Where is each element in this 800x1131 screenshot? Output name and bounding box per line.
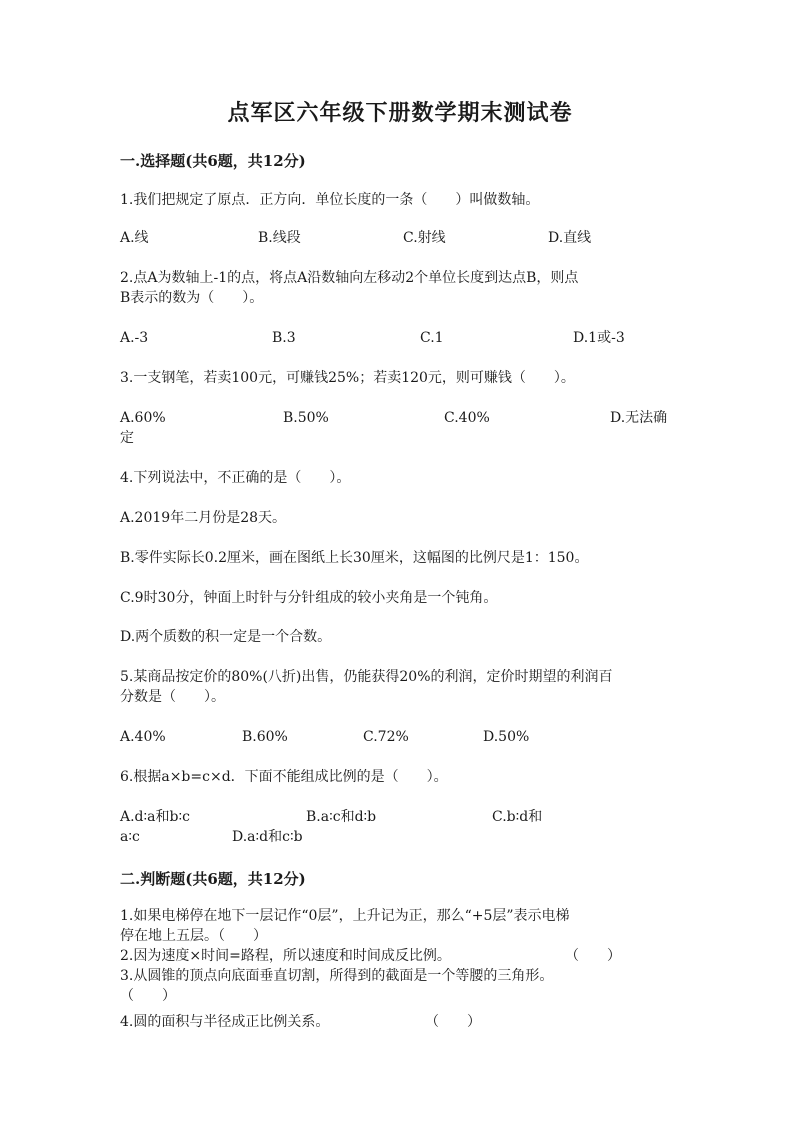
q5-option-a: A.40% — [120, 729, 166, 745]
judge-4-text: 4.圆的面积与半径成正比例关系。 — [120, 1014, 330, 1030]
q2-option-a: A.-3 — [120, 330, 149, 346]
q4-option-c: C.9时30分，钟面上时针与分针组成的较小夹角是一个钝角。 — [120, 590, 498, 606]
question-1-text: 1.我们把规定了原点．正方向．单位长度的一条（ ）叫做数轴。 — [120, 192, 540, 208]
judge-2-text: 2.因为速度×时间=路程，所以速度和时间成反比例。 — [120, 948, 451, 964]
q2-option-c: C.1 — [420, 330, 444, 346]
question-5-text-line2: 分数是（ ）。 — [120, 689, 225, 705]
judge-3-bracket: （ ） — [120, 988, 176, 1004]
q2-option-d: D.1或-3 — [573, 330, 625, 346]
q4-option-a: A.2019年二月份是28天。 — [120, 510, 287, 526]
q1-option-d: D.直线 — [548, 230, 592, 246]
q2-option-b: B.3 — [272, 330, 296, 346]
q6-option-d: D.a∶d和c∶b — [232, 829, 303, 845]
q6-option-b: B.a∶c和d∶b — [306, 809, 377, 825]
question-4-text: 4.下列说法中，不正确的是（ ）。 — [120, 470, 351, 486]
page-title: 点军区六年级下册数学期末测试卷 — [227, 100, 573, 126]
q5-option-c: C.72% — [363, 729, 409, 745]
judge-2-bracket: （ ） — [565, 948, 621, 964]
judge-3-text: 3.从圆锥的顶点向底面垂直切割，所得到的截面是一个等腰的三角形。 — [120, 968, 554, 984]
question-6-text: 6.根据a×b=c×d．下面不能组成比例的是（ ）。 — [120, 769, 448, 785]
q3-option-b: B.50% — [283, 410, 329, 426]
q1-option-a: A.线 — [120, 230, 149, 246]
question-2-text-line2: B表示的数为（ ）。 — [120, 290, 264, 306]
question-3-text: 3.一支钢笔，若卖100元，可赚钱25%；若卖120元，则可赚钱（ ）。 — [120, 370, 575, 386]
q5-option-b: B.60% — [242, 729, 288, 745]
q3-option-a: A.60% — [120, 410, 166, 426]
q6-option-a: A.d∶a和b∶c — [120, 809, 190, 825]
q5-option-d: D.50% — [483, 729, 530, 745]
q6-option-c-wrap: a∶c — [120, 829, 140, 845]
judge-1-line1: 1.如果电梯停在地下一层记作“0层”，上升记为正，那么“+5层”表示电梯 — [120, 908, 570, 924]
question-2-text-line1: 2.点A为数轴上-1的点，将点A沿数轴向左移动2个单位长度到达点B，则点 — [120, 270, 579, 286]
q3-option-c: C.40% — [444, 410, 490, 426]
q1-option-c: C.射线 — [403, 230, 446, 246]
q3-option-d: D.无法确 — [610, 410, 668, 426]
q3-option-d-wrap: 定 — [120, 430, 134, 446]
question-5-text-line1: 5.某商品按定价的80%(八折)出售，仍能获得20%的利润，定价时期望的利润百 — [120, 669, 613, 685]
section-heading-choice: 一.选择题(共6题，共12分) — [120, 152, 306, 170]
section-heading-judge: 二.判断题(共6题，共12分) — [120, 870, 306, 888]
q1-option-b: B.线段 — [258, 230, 301, 246]
q4-option-b: B.零件实际长0.2厘米，画在图纸上长30厘米，这幅图的比例尺是1：150。 — [120, 550, 589, 566]
judge-4-bracket: （ ） — [425, 1014, 481, 1030]
judge-1-line2: 停在地上五层。（ ） — [120, 928, 267, 944]
q6-option-c: C.b∶d和 — [492, 809, 543, 825]
q4-option-d: D.两个质数的积一定是一个合数。 — [120, 629, 332, 645]
